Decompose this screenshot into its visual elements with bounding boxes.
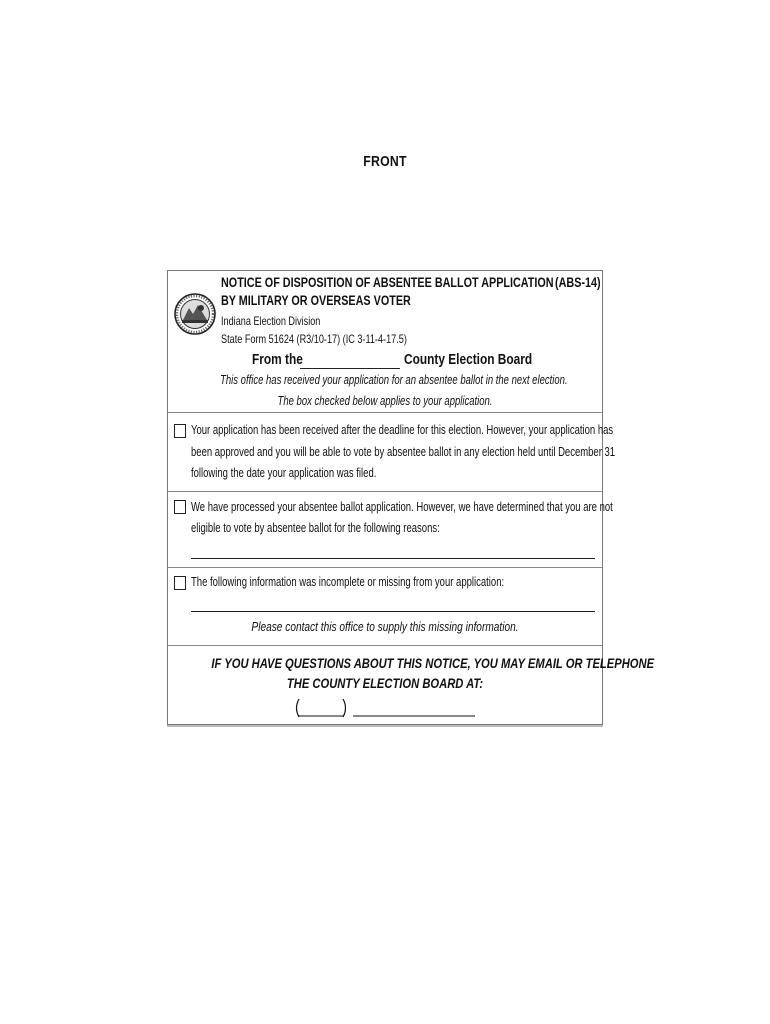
page-heading: FRONT bbox=[363, 153, 407, 170]
option-incomplete bbox=[168, 568, 602, 646]
checkbox-incomplete[interactable] bbox=[174, 576, 186, 590]
option-text-line: We have processed your absentee ballot application. However, we have determined that you are not bbox=[191, 500, 613, 514]
notice-form bbox=[167, 270, 655, 725]
agency-name: Indiana Election Division bbox=[221, 314, 321, 328]
form-code: (ABS-14) bbox=[555, 275, 601, 290]
option-late-approved bbox=[168, 413, 616, 492]
phone-number-blank[interactable] bbox=[292, 696, 482, 720]
form-title-line2: BY MILITARY OR OVERSEAS VOTER bbox=[221, 293, 411, 308]
county-name-blank[interactable] bbox=[300, 368, 400, 369]
state-seal-icon bbox=[174, 276, 216, 346]
option-text-line: Your application has been received after the deadline for this election. However, your application has bbox=[191, 423, 614, 437]
checkbox-late-approved[interactable] bbox=[174, 424, 186, 438]
contact-line2: THE COUNTY ELECTION BOARD AT: bbox=[286, 675, 484, 691]
option-text-line: The following information was incomplete or missing from your application: bbox=[191, 575, 505, 589]
option-text-line: been approved and you will be able to vote by absentee ballot in any election held until December 31 bbox=[191, 445, 616, 459]
missing-info-blank[interactable] bbox=[191, 611, 595, 612]
reasons-blank[interactable] bbox=[191, 558, 595, 559]
missing-info-note: Please contact this office to supply this missing information. bbox=[251, 619, 519, 634]
option-not-eligible bbox=[168, 492, 613, 568]
form-header bbox=[168, 271, 602, 413]
form-title-line1: NOTICE OF DISPOSITION OF ABSENTEE BALLOT APPLICATION bbox=[221, 275, 554, 290]
intro-line1: This office has received your application for an absentee ballot in the next election. bbox=[220, 373, 568, 387]
contact-line1: IF YOU HAVE QUESTIONS ABOUT THIS NOTICE, YOU MAY EMAIL OR TELEPHONE bbox=[211, 655, 655, 671]
from-prefix: From the bbox=[252, 352, 303, 368]
intro-line2: The box checked below applies to your application. bbox=[277, 394, 493, 408]
option-text-line: eligible to vote by absentee ballot for the following reasons: bbox=[191, 521, 440, 535]
checkbox-not-eligible[interactable] bbox=[174, 500, 186, 514]
contact-section bbox=[168, 646, 655, 724]
option-text-line: following the date your application was filed. bbox=[191, 466, 377, 480]
from-suffix: County Election Board bbox=[404, 352, 533, 368]
form-number: State Form 51624 (R3/10-17) (IC 3-11-4-17.5) bbox=[221, 332, 407, 346]
